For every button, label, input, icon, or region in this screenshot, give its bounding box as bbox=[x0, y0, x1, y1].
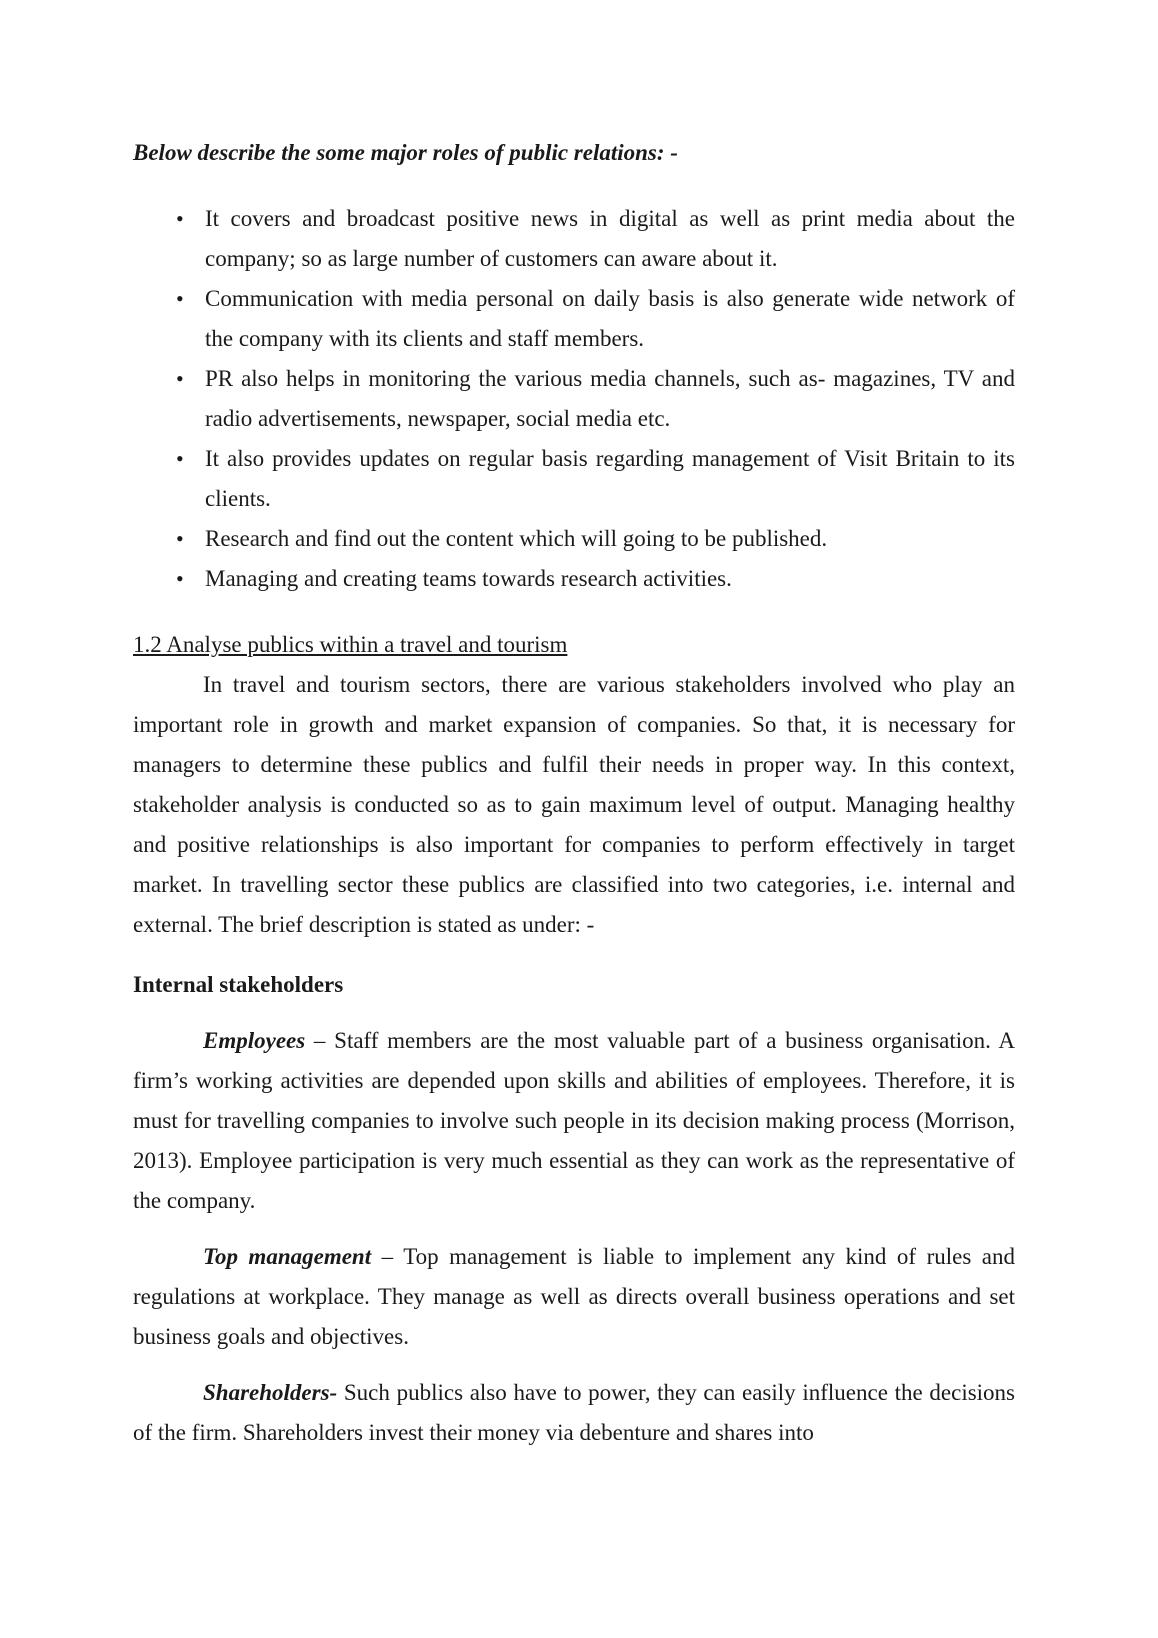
shareholders-paragraph bbox=[133, 1373, 1015, 1453]
list-item: • PR also helps in monitoring the various media channels, such as- magazines, TV and radio advertisements, newspaper, social media etc. bbox=[205, 359, 1015, 439]
list-item: • It also provides updates on regular basis regarding management of Visit Britain to its clients. bbox=[205, 439, 1015, 519]
list-item: • Managing and creating teams towards research activities. bbox=[205, 559, 1015, 599]
top-management-lead: Top management bbox=[203, 1244, 372, 1269]
top-management-text: – Top management is liable to implement any kind of rules and regulations at workplace. They manage as well as directs overall business operations and set business goals and objectives. bbox=[133, 1244, 1015, 1349]
list-item: • Communication with media personal on daily basis is also generate wide network of the company with its clients and staff members. bbox=[205, 279, 1015, 359]
list-item: • Research and find out the content which will going to be published. bbox=[205, 519, 1015, 559]
employees-lead: Employees bbox=[203, 1028, 306, 1053]
pr-roles-bullet-list bbox=[133, 199, 1015, 599]
list-item: • It covers and broadcast positive news in digital as well as print media about the company; so as large number of customers can aware about it. bbox=[205, 199, 1015, 279]
shareholders-lead: Shareholders- bbox=[203, 1380, 338, 1405]
shareholders-text: Such publics also have to power, they can easily influence the decisions of the firm. Shareholders invest their money via debenture and shares into bbox=[133, 1380, 1015, 1445]
section-1-2-paragraph: In travel and tourism sectors, there are various stakeholders involved who play an important role in growth and market expansion of companies. So that, it is necessary for managers to determine these publics and fulfil their needs in proper way. In this context, stakeholder analysis is conducted so as to gain maximum level of output. Managing healthy and positive relationships is also important for companies to perform effectively in target market. In travelling sector these publics are classified into two categories, i.e. internal and external. The brief description is stated as under: - bbox=[133, 672, 1015, 937]
employees-paragraph bbox=[133, 1021, 1015, 1221]
internal-stakeholders-heading: Internal stakeholders bbox=[133, 972, 344, 997]
intro-heading: Below describe the some major roles of public relations: - bbox=[133, 140, 678, 165]
employees-text: – Staff members are the most valuable part of a business organisation. A firm’s working activities are depended upon skills and abilities of employees. Therefore, it is must for travelling companies to involve such people in its decision making process (Morrison, 2013). Employee participation is very much essential as they can work as the representative of the company. bbox=[133, 1028, 1015, 1213]
section-heading-1-2: 1.2 Analyse publics within a travel and tourism bbox=[133, 632, 568, 657]
top-management-paragraph bbox=[133, 1237, 1015, 1357]
